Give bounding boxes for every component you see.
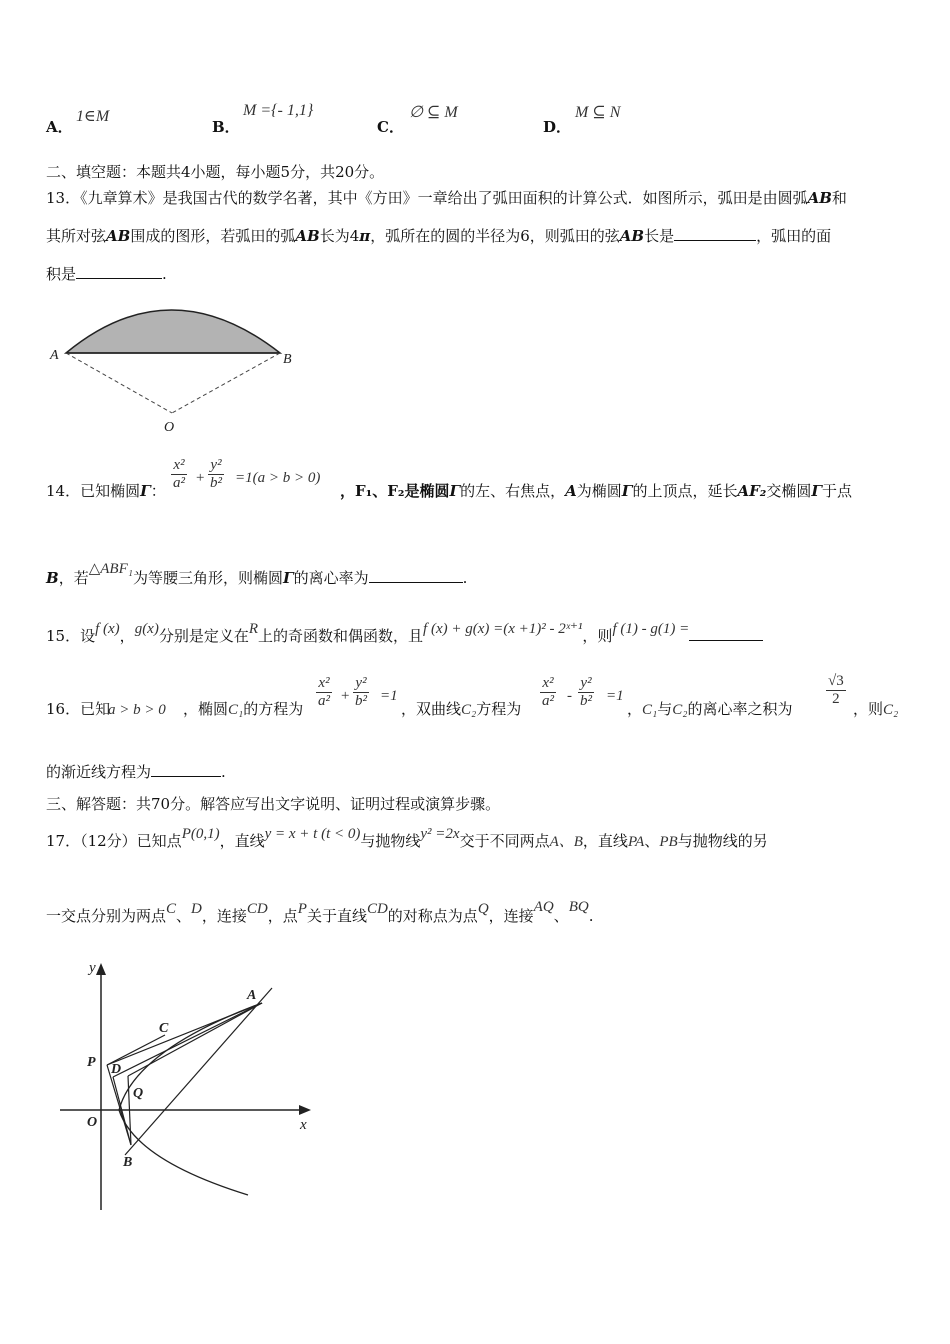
section2-header: 二、填空题：本题共4小题，每小题5分，共20分。 xyxy=(46,163,385,181)
q13-line2: 其所对弦AB围成的图形，若弧田的弧AB长为4π，弧所在的圆的半径为6，则弧田的弦AB长是 ，弧田的面 xyxy=(46,227,832,245)
q17-figure xyxy=(55,955,325,1220)
q14-line1-rest: ，F₁、F₂是椭圆Γ的左、右焦点，A为椭圆Γ的上顶点，延长AF₂交椭圆Γ于点 xyxy=(340,482,852,500)
q16-frac-y1: $\frac{\text{y²}}{\text{b²}}$ xyxy=(355,675,367,709)
choice-a-math: 1∈M xyxy=(76,108,110,125)
q16-hyperbola-label: ，双曲线C₂方程为 xyxy=(401,700,522,718)
q16-minus: - xyxy=(567,688,572,704)
q16-cond: a > b > 0 xyxy=(108,702,166,718)
choice-d-label: D． xyxy=(543,118,572,136)
q13-figure xyxy=(40,295,310,440)
q16-frac-x1: $\frac{\text{x²}}{\text{a²}}$ xyxy=(318,675,330,709)
fig17-label-b: B xyxy=(123,1155,133,1170)
q13-blank-1[interactable] xyxy=(674,226,756,241)
q16-then: ，则C₂ xyxy=(853,700,899,718)
choice-d-math: M ⊆ N xyxy=(575,104,621,121)
fig13-label-b: B xyxy=(283,352,292,367)
line-pa xyxy=(107,1003,262,1065)
radius-oa xyxy=(66,353,172,413)
q16-frac-y2: $\frac{\text{y²}}{\text{b²}}$ xyxy=(580,675,592,709)
q17-line2: 一交点分别为两点C、D，连接CD，点P关于直线CD的对称点为点Q，连接AQ、BQ. xyxy=(46,899,594,925)
q14-blank[interactable] xyxy=(369,568,463,583)
choice-c-label: C． xyxy=(377,118,404,136)
choice-c-math: ∅ ⊆ M xyxy=(409,104,458,121)
choice-a-label: A． xyxy=(46,118,73,136)
q15-blank[interactable] xyxy=(689,626,763,641)
q16-frac-x2: $\frac{\text{x²}}{\text{a²}}$ xyxy=(542,675,554,709)
fig17-label-c: C xyxy=(159,1021,169,1036)
q16-eq2: =1 xyxy=(606,688,624,704)
arc-segment xyxy=(66,310,280,353)
q13-blank-2[interactable] xyxy=(76,264,162,279)
line-aq xyxy=(128,1003,262,1076)
choice-b-math: M ={- 1,1} xyxy=(243,102,314,119)
fig13-label-o: O xyxy=(164,420,175,435)
q13-line3: 积是 . xyxy=(46,265,167,283)
q14-frac-x: $\frac{\text{x²}}{\text{a²}}$ xyxy=(173,457,185,491)
q14-prefix: 14．已知椭圆Γ： xyxy=(46,482,166,500)
line-cd xyxy=(113,1003,262,1077)
q16-product: ，C₁与C₂的离心率之积为 xyxy=(627,700,793,718)
q14-frac-y: $\frac{\text{y²}}{\text{b²}}$ xyxy=(210,457,222,491)
fig17-label-y: y xyxy=(89,960,96,976)
section3-header: 三、解答题：共70分。解答应写出文字说明、证明过程或演算步骤。 xyxy=(46,795,501,813)
q14-plus: + xyxy=(196,470,205,486)
fig17-label-x: x xyxy=(300,1117,307,1133)
q16-plus: + xyxy=(341,688,350,704)
q16-eq1: =1 xyxy=(380,688,398,704)
q16-prefix: 16．已知 xyxy=(46,700,111,718)
line-ab xyxy=(125,988,272,1155)
q16-ellipse-label: ，椭圆C₁的方程为 xyxy=(183,700,304,718)
q14-condition: =1(a > b > 0) xyxy=(235,470,321,486)
q13-line1: 13．《九章算术》是我国古代的数学名著，其中《方田》一章给出了弧田面积的计算公式．如图所示，弧田是由圆弧AB和 xyxy=(46,189,847,207)
q15-line: 15．设f (x)，g(x)分别是定义在R上的奇函数和偶函数，且f (x) + g(x) =(x +1)² - 2ˣ⁺¹，则f (1) - g(1) = xyxy=(46,625,763,646)
q17-line1: 17．（12分）已知点P(0,1)，直线y = x + t (t < 0)与抛物线y² =2x交于不同两点A、B，直线PA、PB与抛物线的另 xyxy=(46,826,768,850)
q16-line2: 的渐近线方程为 . xyxy=(46,763,226,781)
fig17-label-q: Q xyxy=(133,1086,144,1101)
fig13-label-a: A xyxy=(50,348,59,363)
y-axis-arrow-icon xyxy=(96,963,106,975)
fig17-label-o: O xyxy=(87,1115,98,1130)
choice-b-label: B． xyxy=(212,118,240,136)
x-axis-arrow-icon xyxy=(299,1105,311,1115)
radius-ob xyxy=(172,353,280,413)
q14-line2: B，若△ABF₁为等腰三角形，则椭圆Γ的离心率为 . xyxy=(46,561,468,587)
fig17-label-a: A xyxy=(247,988,257,1003)
fig17-label-p: P xyxy=(87,1055,96,1070)
q16-blank[interactable] xyxy=(151,762,221,777)
q16-sqrt-frac: $\frac{√3}{2}$ xyxy=(828,673,844,707)
fig17-label-d: D xyxy=(111,1062,122,1077)
